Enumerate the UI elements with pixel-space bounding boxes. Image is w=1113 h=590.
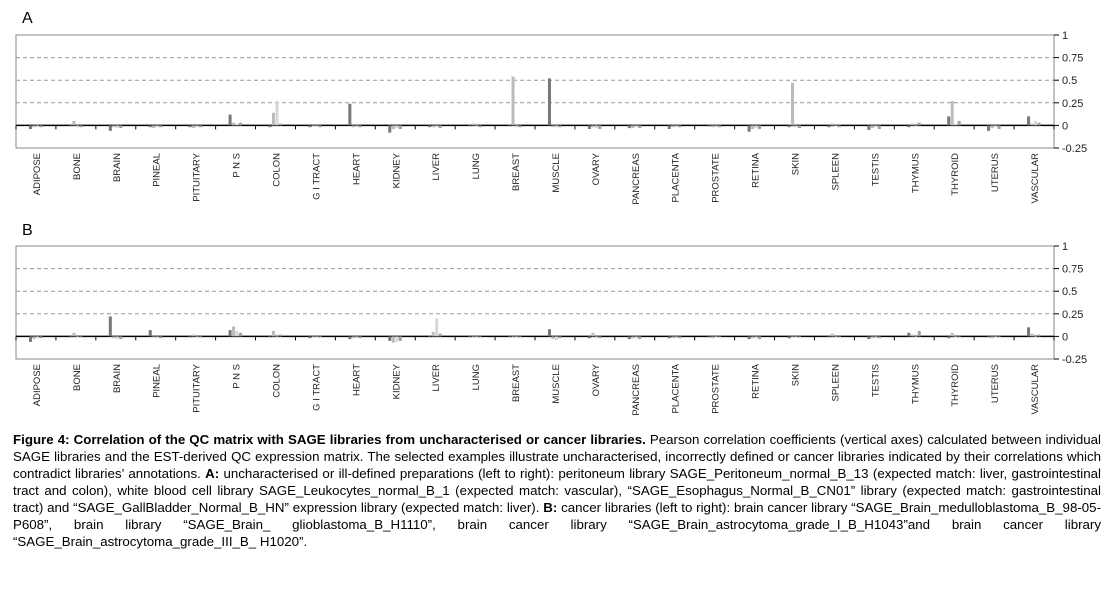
bar	[958, 121, 961, 126]
x-tick-label: PINEAL	[151, 153, 163, 187]
x-tick-label: SKIN	[790, 364, 802, 387]
bar	[791, 336, 794, 337]
bar	[994, 336, 997, 337]
bar	[588, 336, 591, 338]
bar	[675, 336, 678, 338]
plot-frame	[16, 246, 1054, 359]
bar	[558, 336, 561, 338]
bar	[399, 336, 402, 341]
bar	[878, 336, 881, 338]
bar	[1034, 336, 1037, 337]
bar	[631, 125, 634, 128]
bar	[638, 125, 641, 128]
bar	[269, 125, 272, 127]
bar	[795, 336, 798, 337]
plot-frame	[16, 35, 1054, 148]
bar	[834, 336, 837, 337]
bar	[69, 125, 72, 126]
bar	[874, 336, 877, 338]
bar	[395, 336, 398, 341]
x-tick-label: OVARY	[590, 364, 602, 397]
bar	[479, 336, 482, 337]
bar	[272, 331, 275, 336]
bar	[798, 125, 801, 128]
caption-text-1: Pearson correlation coefficients (vertical axes) calculated between individual SAGE libraries and the EST-derived QC expression matrix. The selected examples illustrate uncharacterised, incorrectly defined or cancer libraries indicated by their correlations which contradict libraries’ annotations.	[13, 432, 1101, 481]
bar	[834, 125, 837, 126]
x-tick-label: TESTIS	[870, 153, 882, 187]
bar	[472, 336, 475, 337]
x-tick-label: BONE	[71, 153, 83, 180]
bar	[508, 336, 511, 337]
y-tick-label: 0	[1062, 331, 1069, 344]
bar	[272, 113, 275, 126]
x-tick-label: MUSCLE	[550, 153, 562, 193]
x-tick-label: BRAIN	[111, 153, 123, 183]
figure-caption	[13, 431, 1101, 550]
bar	[1031, 334, 1034, 337]
bar	[595, 125, 598, 128]
bar	[276, 101, 279, 125]
bar	[279, 124, 282, 126]
bar	[1038, 123, 1041, 126]
x-tick-label: G I TRACT	[311, 153, 323, 200]
bar	[878, 125, 881, 129]
bar	[515, 125, 518, 127]
bar	[954, 336, 957, 337]
bar	[352, 336, 355, 338]
bar	[951, 101, 954, 125]
bar	[149, 330, 152, 336]
bar	[907, 333, 910, 337]
bar	[475, 336, 478, 337]
bar	[591, 333, 594, 337]
bar	[755, 125, 758, 128]
x-tick-label: COLON	[271, 153, 283, 187]
bar	[914, 336, 917, 337]
bar	[1034, 121, 1037, 126]
x-tick-label: UTERUS	[990, 153, 1002, 193]
x-tick-label: KIDNEY	[391, 364, 403, 400]
x-tick-label: VASCULAR	[1030, 153, 1042, 204]
x-tick-label: KIDNEY	[391, 153, 403, 189]
bar	[32, 336, 35, 339]
bar	[548, 78, 551, 125]
bar	[152, 336, 155, 337]
x-tick-label: RETINA	[750, 364, 762, 399]
bar	[109, 125, 112, 130]
bar	[159, 125, 162, 127]
bar	[874, 125, 877, 127]
bar	[359, 125, 362, 127]
bar	[29, 125, 32, 129]
x-tick-label: UTERUS	[990, 364, 1002, 404]
x-tick-label: MUSCLE	[550, 364, 562, 404]
x-tick-label: ADIPOSE	[31, 153, 43, 196]
bar	[831, 334, 834, 337]
bar	[598, 125, 601, 129]
bar	[319, 336, 322, 337]
y-tick-label: 0	[1062, 120, 1069, 133]
bar	[308, 125, 311, 127]
bar	[76, 125, 79, 127]
y-tick-label: 1	[1062, 241, 1069, 253]
x-tick-label: OVARY	[590, 153, 602, 186]
bar	[914, 125, 917, 126]
bar	[468, 125, 471, 126]
bar	[715, 336, 718, 337]
bar	[788, 336, 791, 338]
bar	[795, 125, 798, 127]
bar	[994, 125, 997, 127]
x-tick-label: PLACENTA	[670, 153, 682, 203]
x-tick-label: SPLEEN	[830, 364, 842, 402]
bar	[435, 125, 438, 127]
bar	[29, 336, 32, 341]
x-tick-label: BRAIN	[111, 364, 123, 394]
bar	[308, 336, 311, 338]
x-tick-label: PANCREAS	[630, 364, 642, 416]
bar	[199, 336, 202, 337]
bar	[755, 336, 758, 338]
bar	[512, 336, 515, 337]
y-tick-label: 0.75	[1062, 52, 1084, 65]
bar	[867, 125, 870, 130]
chart-panel-b	[0, 211, 1113, 423]
bar	[708, 125, 711, 126]
bar	[595, 336, 598, 338]
bar	[156, 125, 159, 127]
bar	[116, 125, 119, 128]
bar	[352, 125, 355, 127]
bar	[991, 336, 994, 338]
bar	[159, 336, 162, 338]
bar	[69, 336, 72, 337]
bar	[196, 336, 199, 337]
bar	[791, 83, 794, 125]
bar	[947, 336, 950, 338]
bar	[947, 116, 950, 125]
bar	[635, 125, 638, 127]
bar	[276, 336, 279, 337]
bar	[708, 336, 711, 337]
bar	[918, 331, 921, 336]
bar	[36, 336, 39, 338]
bar	[907, 125, 910, 127]
bar	[558, 125, 561, 127]
bar	[871, 336, 874, 338]
bar	[279, 335, 282, 337]
bar	[635, 336, 638, 338]
bar	[711, 125, 714, 127]
bar	[355, 336, 358, 338]
bar	[911, 335, 914, 337]
bar	[798, 336, 801, 337]
bar	[591, 125, 594, 127]
bar	[998, 125, 1001, 129]
bar	[472, 124, 475, 126]
bar	[519, 336, 522, 337]
bar	[751, 336, 754, 338]
bar	[432, 125, 435, 127]
y-tick-label: 0.5	[1062, 286, 1078, 299]
bar	[435, 318, 438, 336]
bar	[512, 77, 515, 126]
x-tick-label: LUNG	[471, 364, 483, 391]
bar	[638, 336, 641, 339]
bar	[116, 336, 119, 339]
bar	[911, 124, 914, 126]
chart-panel-a	[0, 0, 1113, 212]
bar	[555, 125, 558, 127]
bar	[239, 123, 242, 126]
x-tick-label: PROSTATE	[710, 153, 722, 203]
bar	[119, 336, 122, 339]
bar	[388, 336, 391, 341]
x-tick-label: ADIPOSE	[31, 364, 43, 407]
caption-title: Figure 4: Correlation of the QC matrix with SAGE libraries from uncharacterised or cancer libraries.	[13, 432, 646, 447]
bar	[192, 335, 195, 337]
bar	[671, 336, 674, 338]
bar	[359, 336, 362, 338]
x-tick-label: P N S	[231, 364, 243, 389]
bar	[479, 125, 482, 127]
x-tick-label: RETINA	[750, 153, 762, 188]
bar	[748, 125, 751, 131]
bar	[392, 336, 395, 342]
bar	[39, 336, 42, 338]
bar	[39, 125, 42, 127]
bar	[236, 331, 239, 336]
bar	[239, 333, 242, 337]
bar	[79, 125, 82, 127]
x-tick-label: HEART	[351, 153, 363, 186]
y-tick-label: -0.25	[1062, 354, 1088, 366]
bar	[152, 125, 155, 128]
y-tick-label: 0.25	[1062, 308, 1084, 321]
x-tick-label: LIVER	[431, 153, 443, 181]
x-tick-label: BONE	[71, 364, 83, 391]
bar	[551, 125, 554, 127]
bar	[827, 125, 830, 127]
bar	[715, 125, 718, 127]
bar	[428, 336, 431, 337]
bar	[72, 121, 75, 126]
bar	[515, 336, 518, 337]
bar	[1027, 327, 1030, 336]
bar	[867, 336, 870, 339]
bar	[149, 125, 152, 127]
bar	[112, 336, 115, 338]
x-tick-label: G I TRACT	[311, 364, 323, 411]
bar	[432, 332, 435, 337]
x-tick-label: LUNG	[471, 153, 483, 180]
x-tick-label: BREAST	[511, 153, 523, 192]
bar	[232, 326, 235, 336]
bar	[196, 125, 199, 127]
bar	[312, 125, 315, 126]
bar	[871, 125, 874, 128]
x-tick-label: THYROID	[950, 364, 962, 407]
bar	[628, 125, 631, 128]
bar	[951, 333, 954, 337]
bar	[199, 125, 202, 127]
bar	[788, 125, 791, 127]
bar	[439, 125, 442, 128]
bar	[315, 125, 318, 126]
bar	[355, 125, 358, 127]
bar	[79, 336, 82, 337]
x-tick-label: PITUITARY	[191, 364, 203, 413]
bar	[439, 334, 442, 337]
y-tick-label: 1	[1062, 30, 1069, 42]
bar	[109, 317, 112, 337]
bar	[189, 336, 192, 337]
x-tick-label: COLON	[271, 364, 283, 398]
bar	[991, 125, 994, 128]
bar	[838, 336, 841, 337]
bar	[236, 124, 239, 126]
bar	[838, 125, 841, 127]
bar	[395, 125, 398, 128]
x-tick-label: PANCREAS	[630, 153, 642, 205]
bar	[718, 336, 721, 337]
bar	[758, 125, 761, 129]
bar	[348, 104, 351, 126]
bar	[998, 336, 1001, 337]
bar	[958, 336, 961, 337]
bar	[315, 336, 318, 337]
x-tick-label: PROSTATE	[710, 364, 722, 414]
bar	[588, 125, 591, 129]
bar	[312, 336, 315, 337]
bar	[831, 124, 834, 126]
bar	[112, 125, 115, 127]
x-tick-label: PINEAL	[151, 364, 163, 398]
bar	[36, 125, 39, 127]
bar	[76, 336, 79, 337]
bar	[229, 330, 232, 336]
bar	[156, 336, 159, 338]
x-tick-label: PLACENTA	[670, 364, 682, 414]
bar	[72, 333, 75, 337]
bar	[32, 125, 35, 127]
bar	[954, 124, 957, 126]
bar	[1027, 116, 1030, 125]
y-tick-label: 0.25	[1062, 97, 1084, 110]
x-tick-label: HEART	[351, 364, 363, 397]
bar	[232, 123, 235, 126]
bar	[827, 336, 830, 337]
bar	[229, 115, 232, 126]
bar	[319, 125, 322, 127]
bar	[468, 336, 471, 337]
y-tick-label: -0.25	[1062, 143, 1088, 155]
bar	[1031, 124, 1034, 126]
x-tick-label: LIVER	[431, 364, 443, 392]
bar	[348, 336, 351, 339]
bar	[671, 125, 674, 127]
bar	[399, 125, 402, 129]
bar	[392, 125, 395, 129]
x-tick-label: TESTIS	[870, 364, 882, 398]
bar	[751, 125, 754, 129]
caption-b-label: B:	[543, 500, 558, 515]
x-tick-label: THYMUS	[910, 364, 922, 405]
x-tick-label: BREAST	[511, 364, 523, 403]
bar	[192, 125, 195, 128]
bar	[678, 125, 681, 127]
x-tick-label: P N S	[231, 152, 243, 178]
bar	[428, 125, 431, 127]
bar	[758, 336, 761, 339]
bar	[631, 336, 634, 338]
caption-text-3: cancer libraries (left to right): brain cancer library “SAGE_Brain_medulloblastoma_B_98-05-P608”, brain library “SAGE_Brain_ glioblastoma_B_H1110”, brain cancer library “SAGE_Brain_astrocytoma_grade_I_B_H1043”and brain cancer library “SAGE_Brain_astrocytoma_grade_III_B_ H1020”.	[13, 500, 1101, 549]
panel-a-label: A	[22, 10, 33, 27]
bar	[475, 125, 478, 126]
bar	[987, 336, 990, 337]
y-tick-label: 0.5	[1062, 75, 1078, 88]
bar	[548, 329, 551, 336]
bar	[119, 125, 122, 128]
bar	[748, 336, 751, 339]
bar	[189, 125, 192, 127]
bar	[555, 336, 558, 340]
bar	[388, 125, 391, 132]
bar	[551, 336, 554, 339]
caption-a-label: A:	[205, 466, 220, 481]
x-tick-label: THYMUS	[910, 153, 922, 194]
bar	[598, 336, 601, 338]
bar	[668, 125, 671, 129]
bar	[668, 336, 671, 338]
bar	[508, 125, 511, 126]
caption-text-2: uncharacterised or ill-defined preparations (left to right): peritoneum library SAGE_Peritoneum_normal_B_13 (expected match: liver, gastrointestinal tract and colon), white blood cell library SAGE_Leukocytes_normal_B_1 (expected match: vascular), “SAGE_Esophagus_Normal_B_CN01” library (expected match: gastrointestinal tract) and “SAGE_GallBladder_Normal_B_HN” expression library (expected match: liver).	[13, 466, 1101, 515]
bar	[519, 125, 522, 127]
panel-b-label: B	[22, 222, 33, 239]
bar	[678, 336, 681, 338]
bar	[675, 125, 678, 127]
bar	[718, 125, 721, 127]
bar	[711, 336, 714, 338]
bar	[918, 123, 921, 126]
x-tick-label: SKIN	[790, 153, 802, 176]
x-tick-label: VASCULAR	[1030, 364, 1042, 415]
x-tick-label: SPLEEN	[830, 153, 842, 191]
x-tick-label: THYROID	[950, 153, 962, 196]
x-tick-label: PITUITARY	[191, 153, 203, 202]
bar	[987, 125, 990, 130]
bar	[1038, 335, 1041, 337]
bar	[628, 336, 631, 339]
bar	[269, 336, 272, 337]
y-tick-label: 0.75	[1062, 263, 1084, 276]
